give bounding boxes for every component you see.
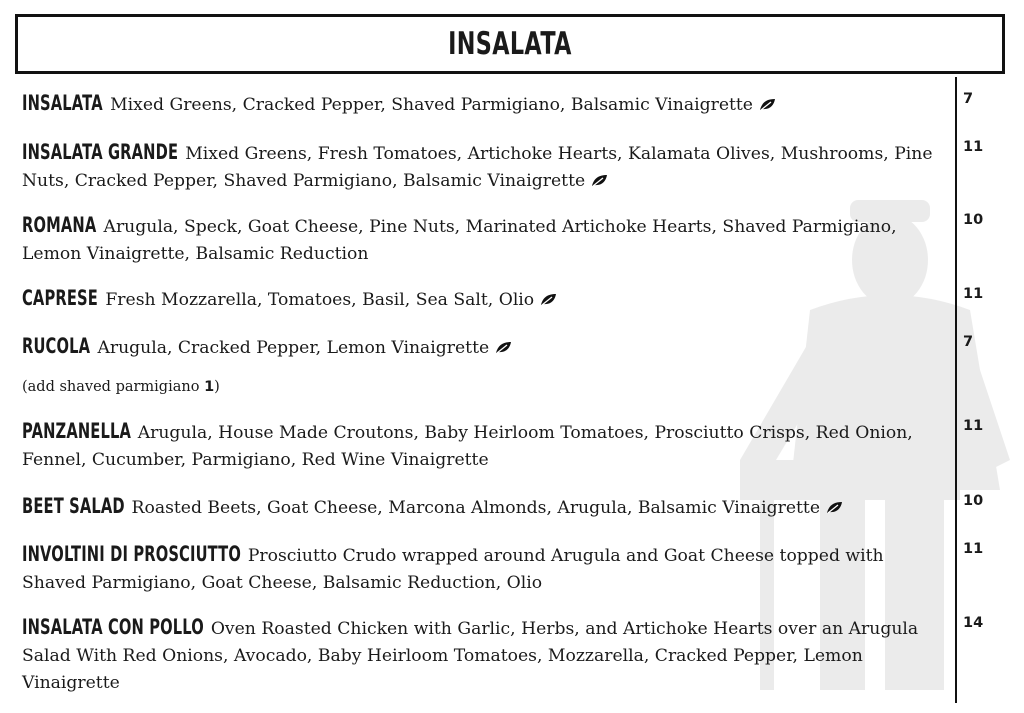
menu-item (22, 139, 947, 195)
menu-item (22, 333, 947, 362)
item-price: 7 (963, 91, 974, 107)
item-description: Arugula, House Made Croutons, Baby Heirloom Tomatoes, Prosciutto Crisps, Red Onion, Fennel, Cucumber, Parmigiano, Red Wine Vinaigrette (22, 423, 913, 470)
item-name: RUCOLA (22, 334, 91, 358)
item-description: Fresh Mozzarella, Tomatoes, Basil, Sea Salt, Olio (105, 290, 535, 310)
vegetarian-leaf-icon (591, 169, 608, 182)
price-column-divider (955, 77, 957, 703)
menu-item (22, 90, 947, 119)
item-price: 14 (963, 615, 984, 631)
item-name: INSALATA GRANDE (22, 140, 179, 164)
item-description: Arugula, Speck, Goat Cheese, Pine Nuts, Marinated Artichoke Hearts, Shaved Parmigiano, Lemon Vinaigrette, Balsamic Reduction (22, 217, 897, 264)
item-description: Arugula, Cracked Pepper, Lemon Vinaigrette (97, 338, 490, 358)
section-title-box (15, 14, 1005, 74)
note-close: ) (214, 379, 220, 395)
item-price: 7 (963, 334, 974, 350)
item-name: PANZANELLA (22, 419, 132, 443)
vegetarian-leaf-icon (540, 288, 557, 301)
item-name: ROMANA (22, 213, 97, 237)
item-name: INVOLTINI DI PROSCIUTTO (22, 542, 241, 566)
note-price: 1 (204, 379, 215, 395)
menu-item (22, 493, 947, 522)
item-description: Mixed Greens, Cracked Pepper, Shaved Parmigiano, Balsamic Vinaigrette (110, 95, 753, 115)
note-text: (add shaved parmigiano (22, 379, 200, 395)
menu-item (22, 212, 947, 268)
menu-item (22, 285, 947, 314)
menu-item (22, 541, 947, 597)
item-price: 11 (963, 139, 984, 155)
item-price: 11 (963, 541, 984, 557)
item-description: Prosciutto Crudo wrapped around Arugula and Goat Cheese topped with Shaved Parmigiano, Goat Cheese, Balsamic Reduction, Olio (22, 546, 884, 593)
section-title: INSALATA (448, 25, 572, 62)
item-description: Roasted Beets, Goat Cheese, Marcona Almonds, Arugula, Balsamic Vinaigrette (131, 498, 820, 518)
vegetarian-leaf-icon (759, 93, 776, 106)
vegetarian-leaf-icon (495, 336, 512, 349)
item-name: BEET SALAD (22, 494, 125, 518)
item-description: Oven Roasted Chicken with Garlic, Herbs, and Artichoke Hearts over an Arugula Salad With Red Onions, Avocado, Baby Heirloom Tomatoes, Mozzarella, Cracked Pepper, Lemon Vinaigrette (22, 619, 919, 693)
item-price: 10 (963, 493, 984, 509)
item-price: 10 (963, 212, 984, 228)
item-name: INSALATA (22, 91, 103, 115)
menu-item (22, 418, 947, 474)
item-name: CAPRESE (22, 286, 98, 310)
item-name: INSALATA CON POLLO (22, 615, 204, 639)
vegetarian-leaf-icon (826, 496, 843, 509)
rucola-addon-note (22, 376, 220, 398)
menu-item (22, 614, 947, 697)
item-description: Mixed Greens, Fresh Tomatoes, Artichoke Hearts, Kalamata Olives, Mushrooms, Pine Nuts, Cracked Pepper, Shaved Parmigiano, Balsamic Vinaigrette (22, 144, 933, 191)
item-price: 11 (963, 418, 984, 434)
item-price: 11 (963, 286, 984, 302)
